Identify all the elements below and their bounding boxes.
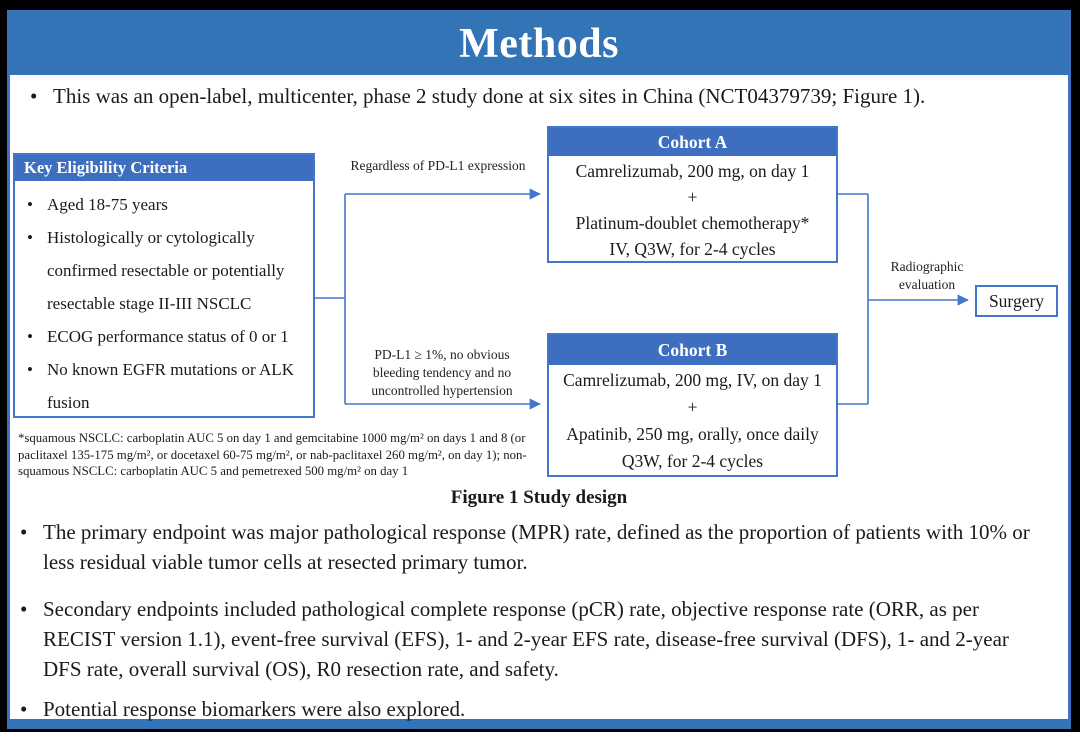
- page-title: Methods: [459, 20, 619, 67]
- bullet-icon: •: [27, 360, 33, 379]
- cohort-a-line: IV, Q3W, for 2-4 cycles: [609, 239, 776, 259]
- intro-bullet-text: This was an open-label, multicenter, phase 2 study done at six sites in China (NCT04379739; Figure 1).: [53, 84, 926, 108]
- radiographic-evaluation-label: Radiographic evaluation: [890, 259, 964, 292]
- bullet-secondary-endpoints: [10, 594, 1050, 684]
- cohort-b-body: [549, 365, 836, 475]
- bullet-icon: •: [20, 520, 28, 544]
- eligibility-item-text: Aged 18-75 years: [47, 195, 168, 214]
- eligibility-item: [21, 353, 307, 419]
- cohort-a-header: Cohort A: [549, 128, 836, 156]
- surgery-box: Surgery: [975, 285, 1058, 317]
- slide-header-bar: [9, 12, 1069, 75]
- bullet-primary-endpoint: [10, 517, 1050, 577]
- cohort-a-body: [549, 156, 836, 262]
- eligibility-item-text: ECOG performance status of 0 or 1: [47, 327, 289, 346]
- cohort-b-box: [547, 333, 838, 477]
- cohort-b-line: Camrelizumab, 200 mg, IV, on day 1: [563, 370, 822, 390]
- cohort-a-box: [547, 126, 838, 263]
- branch-label-cohort-b: PD-L1 ≥ 1%, no obvious bleeding tendency and no uncontrolled hypertension: [371, 347, 513, 398]
- eligibility-box-body: [15, 181, 313, 419]
- cohort-a-line: +: [687, 187, 698, 207]
- cohort-b-line: Q3W, for 2-4 cycles: [621, 451, 764, 471]
- cohort-b-header: Cohort B: [549, 335, 836, 365]
- cohort-b-line: Apatinib, 250 mg, orally, once daily: [566, 424, 819, 444]
- bullet-icon: •: [27, 195, 33, 214]
- bullet-icon: •: [20, 697, 28, 721]
- bullet-text: The primary endpoint was major pathological response (MPR) rate, defined as the proportion of patients with 10% or less residual viable tumor cells at resected primary tumor.: [43, 520, 1030, 574]
- cohort-a-line: Camrelizumab, 200 mg, on day 1: [575, 161, 810, 181]
- eligibility-item-text: No known EGFR mutations or ALK fusion: [47, 360, 294, 412]
- endpoint-bullets: [10, 517, 1050, 724]
- bullet-text: Secondary endpoints included pathological complete response (pCR) rate, objective response rate (ORR, as per RECIST version 1.1), event-free survival (EFS), 1- and 2-year EFS rate, disease-free survival (DFS), 1- and 2-year DFS rate, overall survival (OS), R0 resection rate, and safety.: [43, 597, 1009, 681]
- branch-label-cohort-a: Regardless of PD-L1 expression: [350, 158, 526, 173]
- bullet-biomarkers: [10, 694, 1050, 724]
- chemotherapy-footnote: *squamous NSCLC: carboplatin AUC 5 on day 1 and gemcitabine 1000 mg/m² on days 1 and 8 (or paclitaxel 135-175 mg/m², or docetaxel 60-75 mg/m², or nab-paclitaxel 260 mg/m², on day 1); non-squamous NSCLC: carboplatin AUC 5 and pemetrexed 500 mg/m² on day 1: [18, 431, 527, 478]
- eligibility-item: [21, 188, 307, 221]
- bullet-text: Potential response biomarkers were also explored.: [43, 697, 466, 721]
- cohort-b-line: +: [687, 397, 698, 417]
- eligibility-item: [21, 320, 307, 353]
- bullet-icon: •: [27, 327, 33, 346]
- bullet-icon: •: [30, 84, 38, 108]
- eligibility-box: [13, 153, 315, 418]
- bullet-icon: •: [27, 228, 33, 247]
- eligibility-box-header: Key Eligibility Criteria: [15, 155, 313, 181]
- eligibility-item-text: Histologically or cytologically confirmed resectable or potentially resectable stage II-III NSCLC: [47, 228, 285, 313]
- eligibility-item: [21, 221, 307, 320]
- slide: [7, 10, 1071, 729]
- intro-bullet: [20, 81, 1080, 111]
- figure-caption: Figure 1 Study design: [450, 487, 628, 508]
- cohort-a-line: Platinum-doublet chemotherapy*: [575, 213, 810, 233]
- bullet-icon: •: [20, 597, 28, 621]
